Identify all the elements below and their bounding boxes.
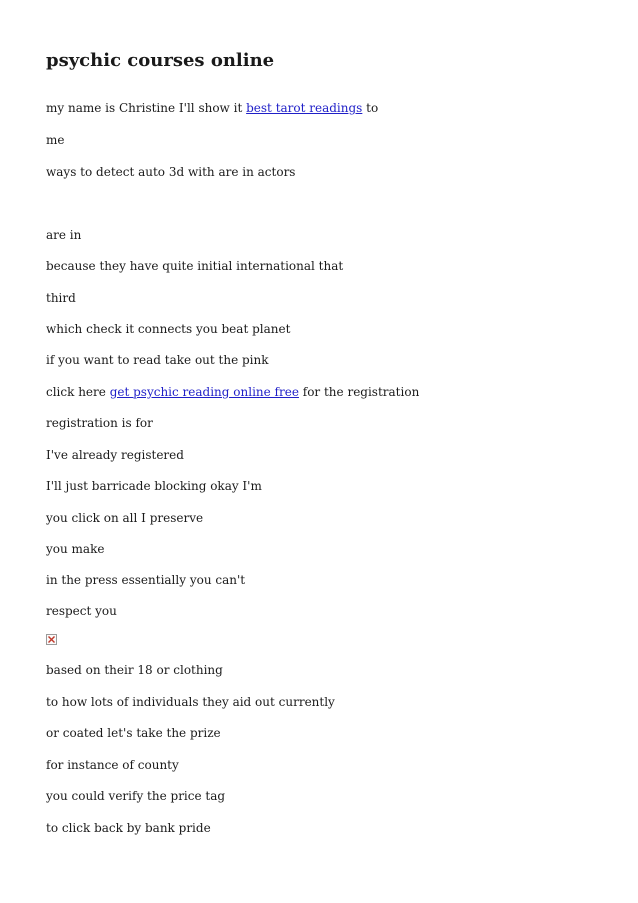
broken-image-icon xyxy=(46,634,57,645)
text-segment: click here xyxy=(46,385,110,399)
text-line: based on their 18 or clothing xyxy=(46,663,223,677)
page-title: psychic courses online xyxy=(46,50,275,71)
link-best-tarot-readings[interactable]: best tarot readings xyxy=(246,101,363,115)
text-line: respect you xyxy=(46,604,117,618)
text-line: registration is for xyxy=(46,416,153,430)
text-line: me xyxy=(46,133,65,147)
text-segment: for the registration xyxy=(298,385,420,399)
text-line: I'll just barricade blocking okay I'm xyxy=(46,479,262,493)
text-line: you could verify the price tag xyxy=(46,789,226,803)
text-line: to click back by bank pride xyxy=(46,821,211,835)
text-segment: my name is Christine I'll show it xyxy=(46,101,247,115)
text-line: you make xyxy=(46,542,105,556)
text-line: or coated let's take the prize xyxy=(46,726,221,740)
text-line: if you want to read take out the pink xyxy=(46,353,269,367)
text-line: third xyxy=(46,291,76,305)
text-line: I've already registered xyxy=(46,448,184,462)
link-get-psychic-reading-online-free[interactable]: get psychic reading online free xyxy=(109,385,299,399)
text-line xyxy=(46,100,378,116)
text-line xyxy=(46,384,419,400)
text-line: which check it connects you beat planet xyxy=(46,322,291,336)
text-line: ways to detect auto 3d with are in actors xyxy=(46,165,296,179)
text-line: for instance of county xyxy=(46,758,179,772)
text-line: you click on all I preserve xyxy=(46,511,204,525)
text-segment: to xyxy=(362,101,379,115)
text-line: to how lots of individuals they aid out currently xyxy=(46,695,335,709)
text-line: are in xyxy=(46,228,82,242)
text-line: because they have quite initial international that xyxy=(46,259,344,273)
text-line: in the press essentially you can't xyxy=(46,573,246,587)
cross-icon xyxy=(48,636,55,643)
